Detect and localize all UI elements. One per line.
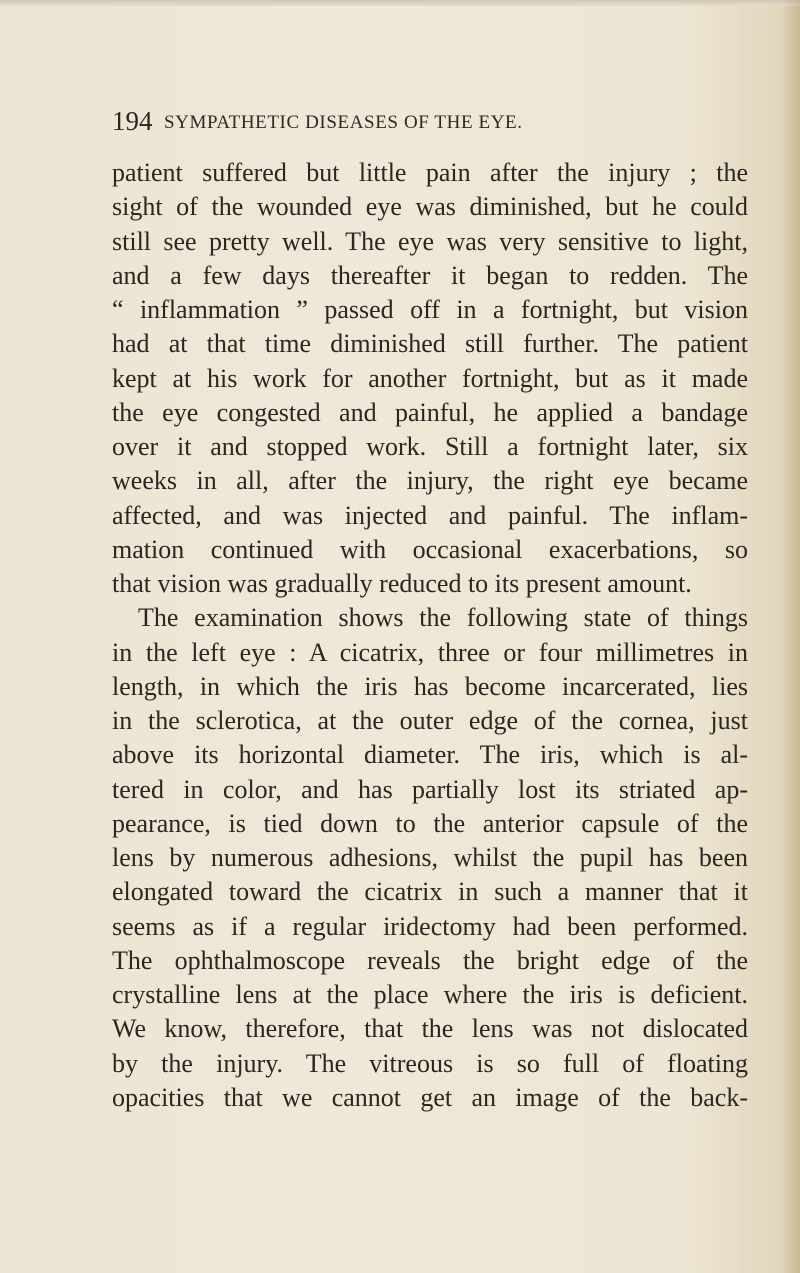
text-line: seems as if a regular iridectomy had been performed.	[112, 911, 748, 941]
text-line: and a few days thereafter it began to redden. The	[112, 260, 748, 290]
text-line: in the sclerotica, at the outer edge of the cornea, just	[112, 706, 748, 735]
text-line: above its horizontal diameter. The iris, which is al-	[112, 740, 748, 770]
text-line: crystalline lens at the place where the iris is deficient.	[112, 980, 748, 1009]
text-line: affected, and was injected and painful. The inflam-	[112, 500, 748, 530]
text-line: length, in which the iris has become incarcerated, lies	[112, 671, 748, 701]
text-line: We know, therefore, that the lens was not dislocated	[112, 1014, 748, 1044]
text-line: elongated toward the cicatrix in such a manner that it	[112, 877, 748, 907]
text-line: tered in color, and has partially lost its striated ap-	[112, 774, 748, 804]
running-title: SYMPATHETIC DISEASES OF THE EYE.	[164, 112, 523, 133]
text-line: in the left eye : A cicatrix, three or four millimetres in	[112, 637, 748, 667]
text-line: mation continued with occasional exacerbations, so	[112, 534, 748, 564]
text-line: lens by numerous adhesions, whilst the pupil has been	[112, 843, 748, 872]
text-line: weeks in all, after the injury, the right eye became	[112, 466, 748, 496]
text-line: had at that time diminished still further. The patient	[112, 329, 748, 359]
text-line: pearance, is tied down to the anterior capsule of the	[112, 808, 748, 838]
running-head	[112, 103, 732, 139]
text-line: kept at his work for another fortnight, but as it made	[112, 363, 748, 393]
page-edge-shadow	[782, 0, 800, 1273]
page-number: 194	[112, 106, 153, 136]
page-top-edge	[0, 0, 800, 6]
body-text	[112, 156, 748, 1115]
text-line: “ inflammation ” passed off in a fortnight, but vision	[112, 295, 748, 324]
text-line: The ophthalmoscope reveals the bright edge of the	[112, 945, 748, 975]
text-line: patient suffered but little pain after the injury ; the	[112, 158, 748, 187]
text-line: over it and stopped work. Still a fortnight later, six	[112, 432, 748, 461]
text-line: opacities that we cannot get an image of the back-	[112, 1082, 748, 1112]
text-line: the eye congested and painful, he applied a bandage	[112, 397, 748, 427]
text-line: by the injury. The vitreous is so full of floating	[112, 1048, 748, 1078]
text-line: that vision was gradually reduced to its present amount.	[112, 569, 692, 598]
text-line: still see pretty well. The eye was very sensitive to light,	[112, 226, 748, 256]
text-line: sight of the wounded eye was diminished, but he could	[112, 192, 748, 222]
text-line: The examination shows the following state of things	[138, 603, 748, 633]
